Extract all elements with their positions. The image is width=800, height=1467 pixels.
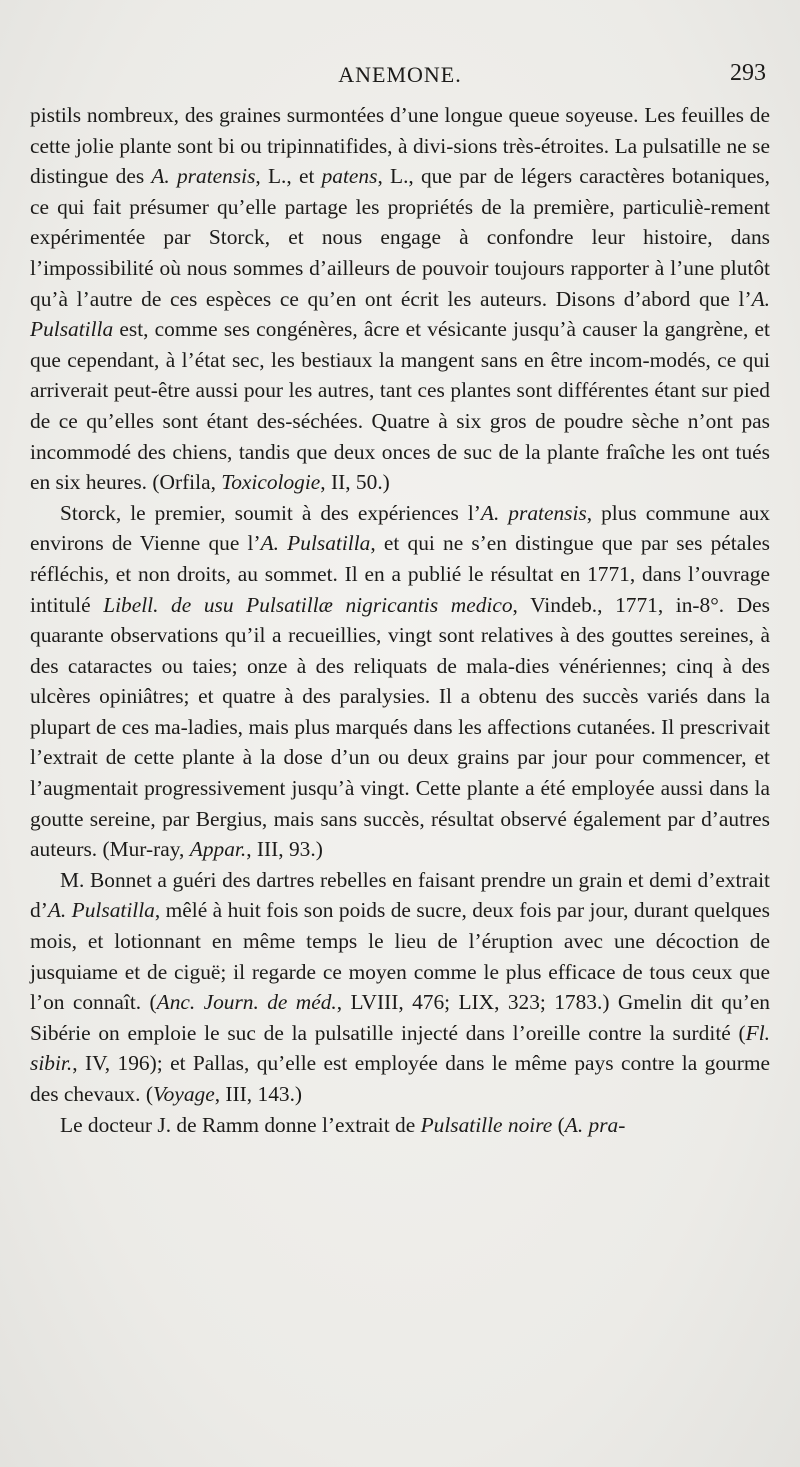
italic-text-run: Libell. de usu Pulsatillæ nigricantis medico [103,592,513,617]
text-run: , et qui ne s’en distingue que par ses pétales réfléchis, et non droits, au sommet. Il en a publié le résultat en 1771, dans l’ouvrage intitulé [30,531,770,617]
italic-text-run: A. pra- [564,1112,626,1137]
text-run: , L., que par de légers caractères botaniques, ce qui fait présumer qu’elle partage les propriétés de la première, particuliè-rement expérimentée par Storck, et nous engage à confondre leur histoire, dans l’impossibilité où nous sommes d’ailleurs de pouvoir toujours rapporter à l’une plutôt qu’à l’autre de ces espèces ce qu’en ont écrit les auteurs. Disons d’abord que l’ [30,164,770,311]
italic-text-run: Pulsatille noire [420,1112,553,1137]
page-number: 293 [730,60,766,86]
italic-text-run: A. Pulsatilla [30,286,770,342]
text-run: , III, 143.) [214,1082,303,1106]
italic-text-run: A. Pulsatilla [260,531,371,556]
paragraph [30,865,770,1110]
text-run: pistils nombreux, des graines surmontées d’une longue queue soyeuse. Les feuilles de cette jolie plante sont bi ou tripinnatifides, à divi-sions très-étroites. La pulsatille ne se distingue des [30,103,770,189]
paragraph [30,1110,770,1141]
body-text [30,100,770,1140]
italic-text-run: Anc. Journ. de méd. [156,990,337,1015]
text-run: , mêlé à huit fois son poids de sucre, deux fois par jour, durant quelques mois, et lotionnant en même temps le lieu de l’éruption avec une décoction de jusquiame et de ciguë; il regarde ce moyen comme le plus efficace de tous ceux que l’on connaît. ( [30,898,770,1015]
text-run: est, comme ses congénères, âcre et vésicante jusqu’à causer la gangrène, et que cependant, à l’état sec, les bestiaux la mangent sans en être incom-modés, ce qui arriverait peut-être aussi pour les autres, tant ces plantes sont différentes étant sur pied de ce qu’elles sont étant des-séchées. Quatre à six gros de poudre sèche n’ont pas incommodé des chiens, tandis que deux onces de suc de la plante fraîche les ont tués en six heures. (Orfila, [30,317,770,495]
running-head: ANEMONE. [338,62,462,87]
text-run: , L., et [255,164,322,189]
text-run: , IV, 196); et Pallas, qu’elle est employée dans le même pays contre la gourme des chevaux. ( [30,1051,770,1106]
italic-text-run: Toxicologie [221,470,321,495]
italic-text-run: Appar. [189,837,247,862]
paragraph [30,100,770,498]
text-run: , plus commune aux environs de Vienne que l’ [30,500,770,556]
italic-text-run: A. pratensis [151,164,256,189]
paragraph [30,498,770,865]
text-run: , II, 50.) [320,470,390,495]
italic-text-run: patens [321,164,378,189]
italic-text-run: Voyage [152,1082,215,1106]
text-run: , III, 93.) [246,837,323,862]
text-run: , Vindeb., 1771, in-8°. Des quarante observations qu’il a recueillies, vingt sont relatives à des gouttes sereines, à des cataractes ou taies; onze à des reliquats de mala-dies vénériennes; cinq à des ulcères opiniâtres; et quatre à des paralysies. Il a obtenu des succès variés dans la plupart de ces ma-ladies, mais plus marqués dans les affections cutanées. Il prescrivait l’extrait de cette plante à la dose d’un ou deux grains par jour pour commencer, et l’augmentait progressivement jusqu’à vingt. Cette plante a été employée aussi dans la goutte sereine, par Bergius, mais sans succès, résultat observé également par d’autres auteurs. (Mur-ray, [30,592,770,862]
italic-text-run: Fl. sibir. [30,1020,770,1076]
text-run: Storck, le premier, soumit à des expériences l’ [60,500,481,525]
text-run: M. Bonnet a guéri des dartres rebelles en faisant prendre un grain et demi d’extrait d’ [30,867,770,923]
text-run: Le docteur J. de Ramm donne l’extrait de [60,1112,421,1137]
page-header [30,62,770,100]
italic-text-run: A. Pulsatilla [47,898,155,923]
text-run: , LVIII, 476; LIX, 323; 1783.) Gmelin dit qu’en Sibérie on emploie le suc de la pulsatille injecté dans l’oreille contre la surdité ( [30,990,771,1045]
text-run: ( [552,1112,565,1137]
italic-text-run: A. pratensis [480,500,587,525]
